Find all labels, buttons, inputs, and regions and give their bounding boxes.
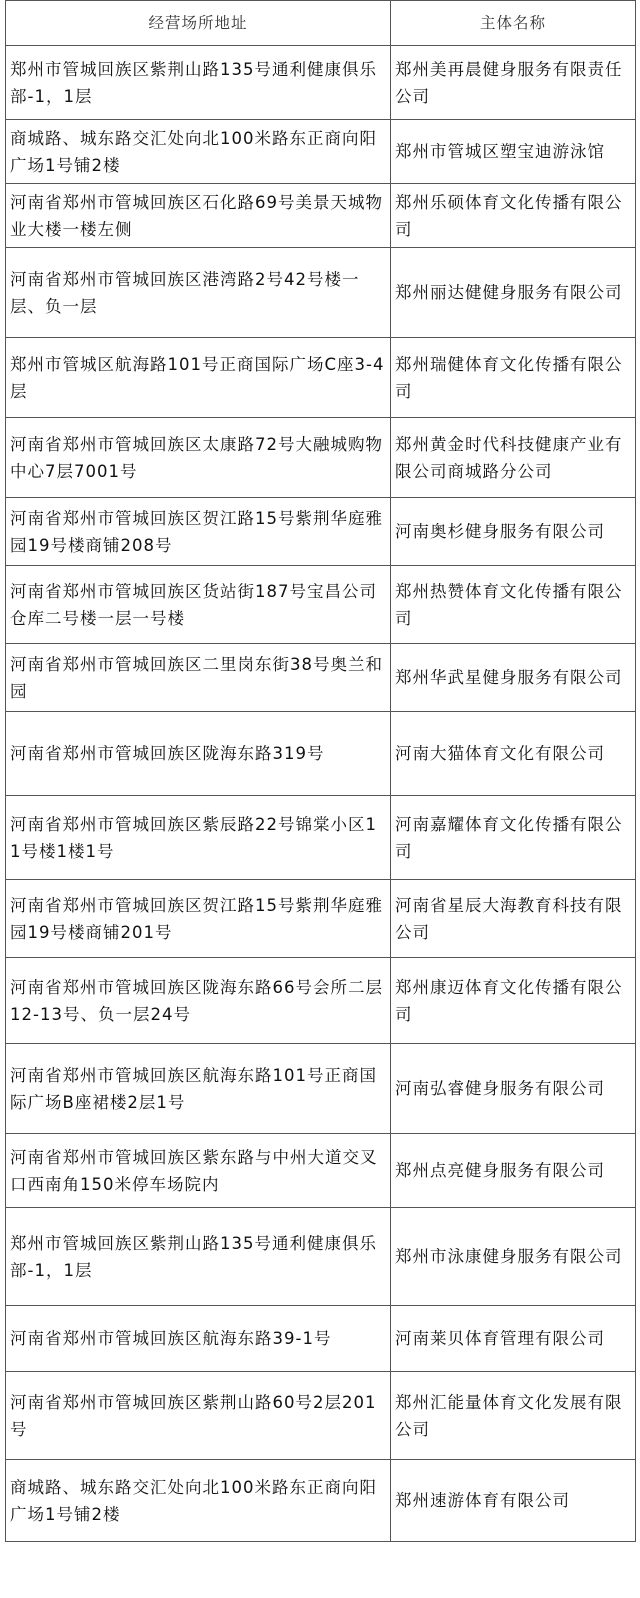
table-row <box>6 796 636 880</box>
table-row <box>6 498 636 566</box>
table-row <box>6 1372 636 1460</box>
table-row <box>6 338 636 418</box>
entity-name-cell: 郑州市泳康健身服务有限公司 <box>391 1208 636 1306</box>
table-row <box>6 1306 636 1372</box>
address-cell: 河南省郑州市管城回族区航海东路39-1号 <box>6 1306 391 1372</box>
address-cell: 郑州市管城回族区紫荆山路135号通利健康俱乐部-1，1层 <box>6 1208 391 1306</box>
address-cell: 河南省郑州市管城回族区太康路72号大融城购物中心7层7001号 <box>6 418 391 498</box>
table-row <box>6 1208 636 1306</box>
entity-name-cell: 郑州华武星健身服务有限公司 <box>391 644 636 712</box>
entity-name-cell: 郑州美再晨健身服务有限责任公司 <box>391 46 636 120</box>
address-cell: 郑州市管城区航海路101号正商国际广场C座3-4层 <box>6 338 391 418</box>
table-row <box>6 712 636 796</box>
address-cell: 河南省郑州市管城回族区贺江路15号紫荆华庭雅园19号楼商铺208号 <box>6 498 391 566</box>
table-row <box>6 1044 636 1134</box>
table-row <box>6 880 636 958</box>
entity-name-cell: 河南大猫体育文化有限公司 <box>391 712 636 796</box>
entity-name-cell: 郑州热赞体育文化传播有限公司 <box>391 566 636 644</box>
address-cell: 商城路、城东路交汇处向北100米路东正商向阳广场1号铺2楼 <box>6 120 391 184</box>
table-row <box>6 566 636 644</box>
address-cell: 河南省郑州市管城回族区陇海东路319号 <box>6 712 391 796</box>
table-row <box>6 46 636 120</box>
entity-name-cell: 河南嘉耀体育文化传播有限公司 <box>391 796 636 880</box>
address-cell: 河南省郑州市管城回族区陇海东路66号会所二层12-13号、负一层24号 <box>6 958 391 1044</box>
address-cell: 商城路、城东路交汇处向北100米路东正商向阳广场1号铺2楼 <box>6 1460 391 1542</box>
table-row <box>6 1460 636 1542</box>
table-row <box>6 644 636 712</box>
entity-name-cell: 郑州瑞健体育文化传播有限公司 <box>391 338 636 418</box>
address-cell: 郑州市管城回族区紫荆山路135号通利健康俱乐部-1，1层 <box>6 46 391 120</box>
table-row <box>6 1134 636 1208</box>
table-header-row <box>6 1 636 46</box>
table-row <box>6 248 636 338</box>
entity-name-cell: 郑州市管城区塑宝迪游泳馆 <box>391 120 636 184</box>
address-cell: 河南省郑州市管城回族区紫东路与中州大道交叉口西南角150米停车场院内 <box>6 1134 391 1208</box>
table-body <box>6 46 636 1542</box>
entity-name-cell: 郑州黄金时代科技健康产业有限公司商城路分公司 <box>391 418 636 498</box>
table-row <box>6 418 636 498</box>
entity-name-cell: 河南奥杉健身服务有限公司 <box>391 498 636 566</box>
table-row <box>6 120 636 184</box>
address-cell: 河南省郑州市管城回族区石化路69号美景天城物业大楼一楼左侧 <box>6 184 391 248</box>
table-row <box>6 184 636 248</box>
entity-name-cell: 郑州丽达健健身服务有限公司 <box>391 248 636 338</box>
entity-name-cell: 郑州汇能量体育文化发展有限公司 <box>391 1372 636 1460</box>
table-row <box>6 958 636 1044</box>
entity-name-cell: 郑州速游体育有限公司 <box>391 1460 636 1542</box>
header-address: 经营场所地址 <box>6 1 391 46</box>
address-cell: 河南省郑州市管城回族区货站街187号宝昌公司仓库二号楼一层一号楼 <box>6 566 391 644</box>
address-cell: 河南省郑州市管城回族区航海东路101号正商国际广场B座裙楼2层1号 <box>6 1044 391 1134</box>
address-cell: 河南省郑州市管城回族区港湾路2号42号楼一层、负一层 <box>6 248 391 338</box>
entity-name-cell: 河南莱贝体育管理有限公司 <box>391 1306 636 1372</box>
entity-name-cell: 郑州点亮健身服务有限公司 <box>391 1134 636 1208</box>
entity-name-cell: 河南省星辰大海教育科技有限公司 <box>391 880 636 958</box>
entity-name-cell: 河南弘睿健身服务有限公司 <box>391 1044 636 1134</box>
address-cell: 河南省郑州市管城回族区紫荆山路60号2层201号 <box>6 1372 391 1460</box>
address-cell: 河南省郑州市管城回族区二里岗东街38号奥兰和园 <box>6 644 391 712</box>
address-cell: 河南省郑州市管城回族区贺江路15号紫荆华庭雅园19号楼商铺201号 <box>6 880 391 958</box>
address-cell: 河南省郑州市管城回族区紫辰路22号锦棠小区11号楼1楼1号 <box>6 796 391 880</box>
business-table <box>5 0 636 1542</box>
entity-name-cell: 郑州乐硕体育文化传播有限公司 <box>391 184 636 248</box>
entity-name-cell: 郑州康迈体育文化传播有限公司 <box>391 958 636 1044</box>
header-name: 主体名称 <box>391 1 636 46</box>
